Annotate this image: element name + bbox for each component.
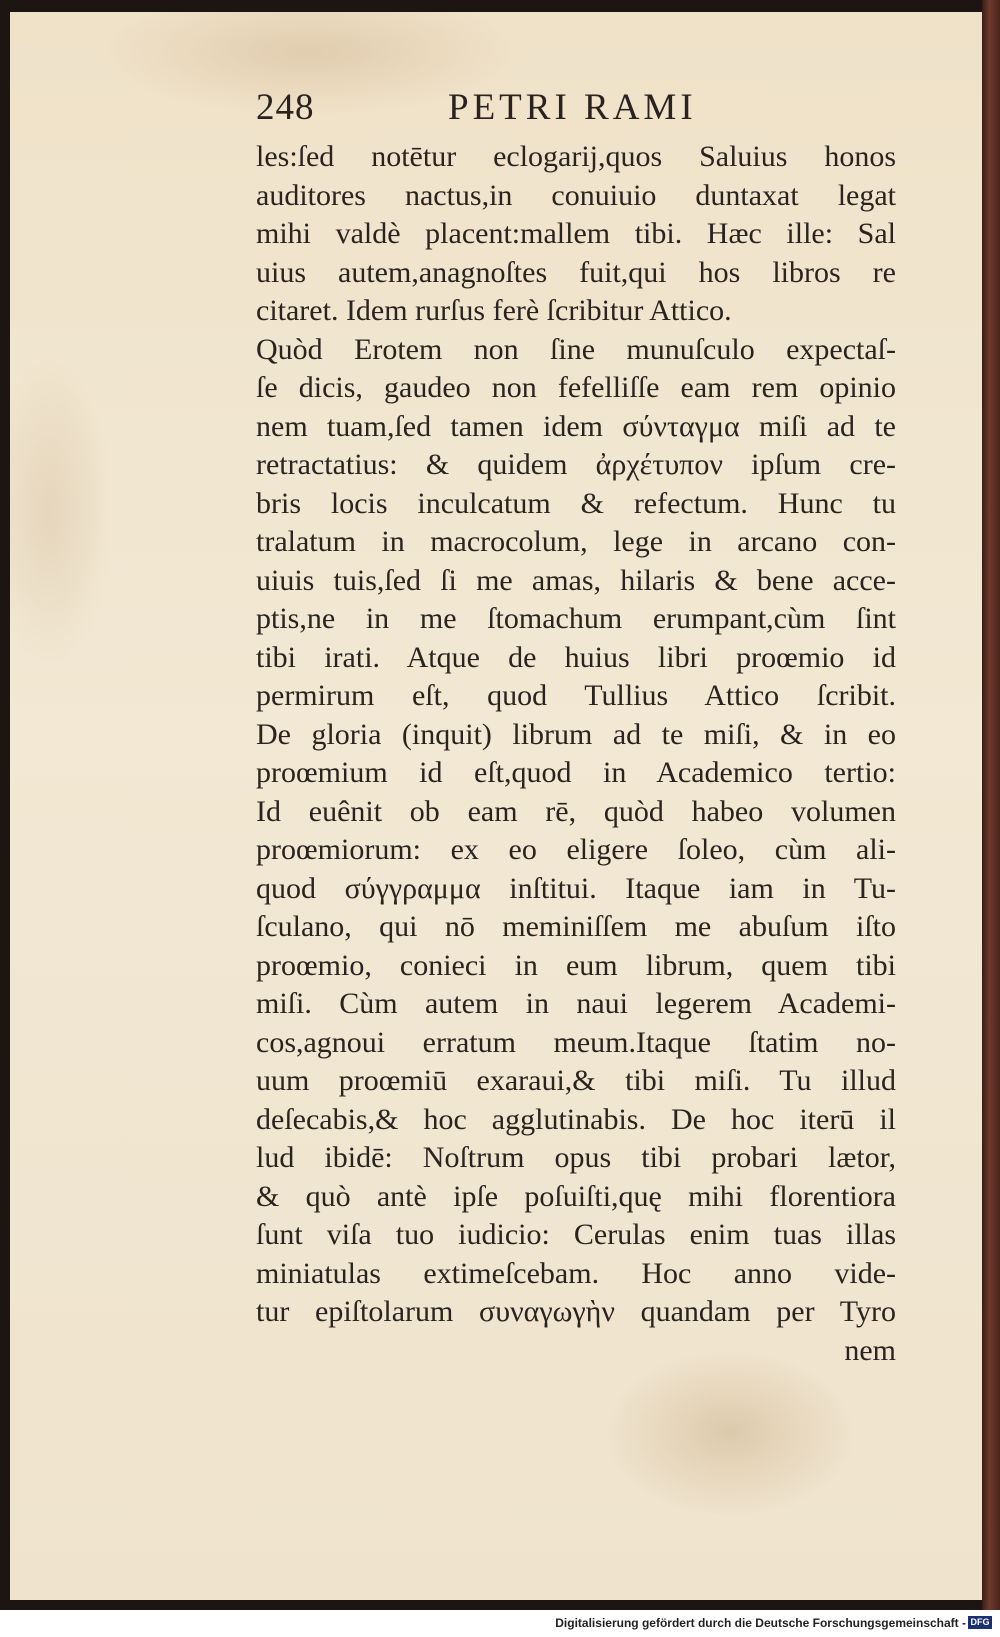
text-line: proœmium id eſt,quod in Academico tertio:	[256, 756, 896, 789]
text-line: quod σύγγραμμα inſtitui. Itaque iam in Tu-	[256, 871, 896, 905]
page-number: 248	[256, 87, 315, 128]
text-line: miſi. Cùm autem in naui legerem Academi-	[256, 987, 896, 1020]
text-line: cos,agnoui erratum meum.Itaque ſtatim no-	[256, 1025, 896, 1059]
text-line: citaret. Idem rurſus ferè ſcribitur Attico.	[256, 294, 732, 327]
text-line: mihi valdè placent:mallem tibi. Hæc ille: Sal	[256, 217, 896, 250]
text-line: uius autem,anagnoſtes fuit,qui hos libros re	[256, 255, 896, 289]
text-line: uum proœmiū exaraui,& tibi miſi. Tu illud	[256, 1064, 896, 1097]
running-head: PETRI RAMI	[448, 87, 697, 128]
page-header	[256, 86, 896, 134]
text-line: bris locis inculcatum & refectum. Hunc tu	[256, 486, 896, 520]
text-line: tibi irati. Atque de huius libri proœmio id	[256, 640, 896, 674]
text-line: les:ſed notētur eclogarij,quos Saluius honos	[256, 140, 896, 173]
text-line: retractatius: & quidem ἀρχέτυπον ipſum cre-	[256, 448, 896, 481]
text-line: proœmiorum: ex eo eligere ſoleo, cùm ali-	[256, 833, 896, 866]
digitization-footer	[0, 1612, 1000, 1637]
catchword: nem	[844, 1333, 896, 1367]
text-line: miniatulas extimeſcebam. Hoc anno vide-	[256, 1256, 896, 1290]
dfg-logo: DFG	[968, 1616, 992, 1629]
page-edge	[982, 0, 1000, 1610]
text-line: Id euênit ob eam rē, quòd habeo volumen	[256, 794, 896, 828]
text-line: uiuis tuis,ſed ſi me amas, hilaris & bene acce-	[256, 563, 896, 597]
text-line: tralatum in macrocolum, lege in arcano con-	[256, 525, 896, 558]
body-text	[256, 138, 896, 1370]
text-line: ſunt viſa tuo iudicio: Cerulas enim tuas illas	[256, 1218, 896, 1251]
funding-credit: Digitalisierung gefördert durch die Deutsche Forschungsgemeinschaft -	[555, 1616, 966, 1630]
text-line: ſe dicis, gaudeo non fefelliſſe eam rem opinio	[256, 371, 896, 404]
text-line: De gloria (inquit) librum ad te miſi, & in eo	[256, 717, 896, 751]
text-line: nem tuam,ſed tamen idem σύνταγμα miſi ad te	[256, 409, 896, 443]
text-line: auditores nactus,in conuiuio duntaxat legat	[256, 178, 896, 212]
text-line: ptis,ne in me ſtomachum erumpant,cùm ſint	[256, 602, 896, 635]
text-line: deſecabis,& hoc agglutinabis. De hoc iterū il	[256, 1102, 896, 1136]
text-line: tur epiſtolarum συναγωγὴν quandam per Tyro	[256, 1295, 896, 1328]
text-line: Quòd Erotem non ſine munuſculo expectaſ-	[256, 332, 896, 366]
text-line: & quò antè ipſe poſuiſti,quę mihi florentiora	[256, 1179, 896, 1213]
text-line: proœmio, conieci in eum librum, quem tibi	[256, 948, 896, 982]
text-line: permirum eſt, quod Tullius Attico ſcribit.	[256, 679, 896, 712]
text-line: lud ibidē: Noſtrum opus tibi probari lætor,	[256, 1141, 896, 1174]
text-line: ſculano, qui nō meminiſſem me abuſum iſto	[256, 910, 896, 943]
